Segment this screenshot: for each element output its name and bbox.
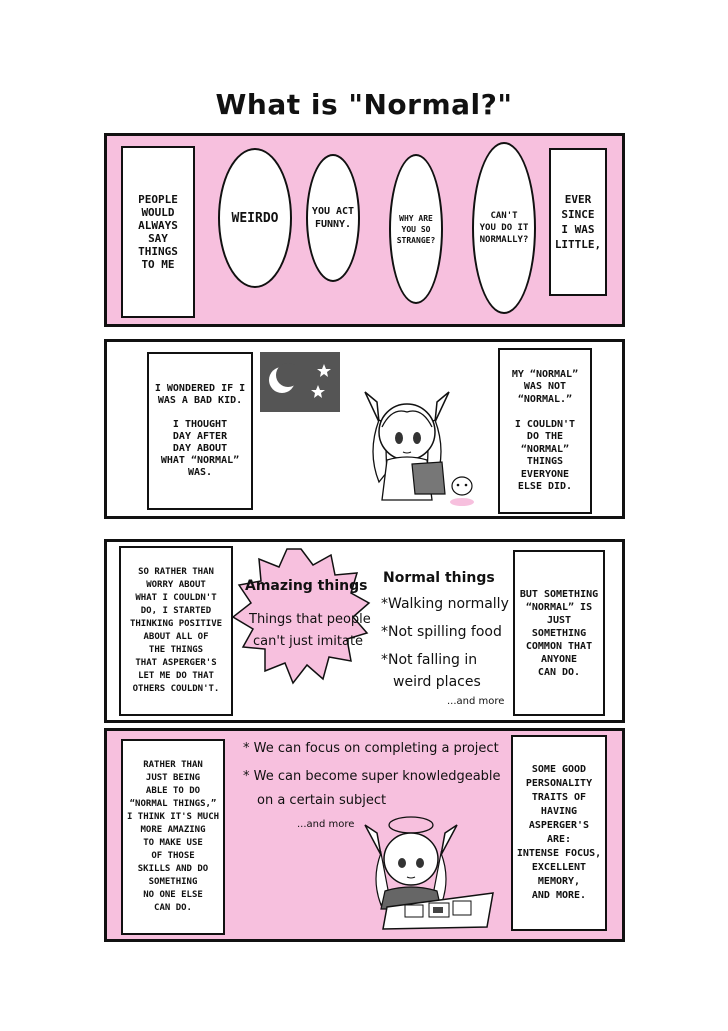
narration-box-right: EVER SINCE I WAS LITTLE, <box>549 148 607 296</box>
panel-1 <box>104 133 625 327</box>
star-icon <box>260 352 340 412</box>
normal-item: *Not falling in <box>381 652 478 668</box>
strengths-more: ...and more <box>297 819 355 830</box>
narration-box-left: RATHER THAN JUST BEING ABLE TO DO “NORMAL THINGS,” I THINK IT'S MUCH MORE AMAZING TO MAKE USE OF THOSE SKILLS AND DO SOMETHING NO ONE ELSE CAN DO. <box>121 739 225 935</box>
normal-item: weird places <box>393 674 481 690</box>
amazing-things-line1: Things that people <box>249 612 371 627</box>
strength-item: * We can focus on completing a project <box>243 741 499 756</box>
narration-box-right: SOME GOOD PERSONALITY TRAITS OF HAVING ASPERGER'S ARE: INTENSE FOCUS, EXCELLENT MEMORY, AND MORE. <box>511 735 607 931</box>
narration-box-left: PEOPLE WOULD ALWAYS SAY THINGS TO ME <box>121 146 195 318</box>
narration-box-left: SO RATHER THAN WORRY ABOUT WHAT I COULDN'T DO, I STARTED THINKING POSITIVE ABOUT ALL OF THE THINGS THAT ASPERGER'S LET ME DO THAT OTHERS COULDN'T. <box>119 546 233 716</box>
normal-item: *Walking normally <box>381 596 509 612</box>
normal-things-title: Normal things <box>383 570 495 586</box>
amazing-things-line2: can't just imitate <box>253 634 364 649</box>
speech-bubble-strange: WHY ARE YOU SO STRANGE? <box>389 154 443 304</box>
speech-bubble-weirdo: WEIRDO <box>218 148 292 288</box>
night-sky-panel <box>260 352 340 412</box>
speech-bubble-act-funny: YOU ACT FUNNY. <box>306 154 360 282</box>
amazing-things-title: Amazing things <box>245 578 368 594</box>
panel-3 <box>104 539 625 723</box>
girl-sitting-illustration <box>357 382 497 512</box>
narration-box-left: I WONDERED IF I WAS A BAD KID. I THOUGHT DAY AFTER DAY ABOUT WHAT “NORMAL” WAS. <box>147 352 253 510</box>
narration-box-right: MY “NORMAL” WAS NOT “NORMAL.” I COULDN'T DO THE “NORMAL” THINGS EVERYONE ELSE DID. <box>498 348 592 514</box>
normal-item: *Not spilling food <box>381 624 502 640</box>
speech-bubble-normally: CAN'T YOU DO IT NORMALLY? <box>472 142 536 314</box>
strength-item: * We can become super knowledgeable <box>243 769 501 784</box>
page-title: What is "Normal?" <box>215 88 513 121</box>
girl-drawing-illustration <box>357 819 497 929</box>
panel-4 <box>104 728 625 942</box>
narration-box-right: BUT SOMETHING “NORMAL” IS JUST SOMETHING COMMON THAT ANYONE CAN DO. <box>513 550 605 716</box>
panel-2 <box>104 339 625 519</box>
normal-more: ...and more <box>447 696 505 707</box>
strength-item: on a certain subject <box>257 793 387 808</box>
